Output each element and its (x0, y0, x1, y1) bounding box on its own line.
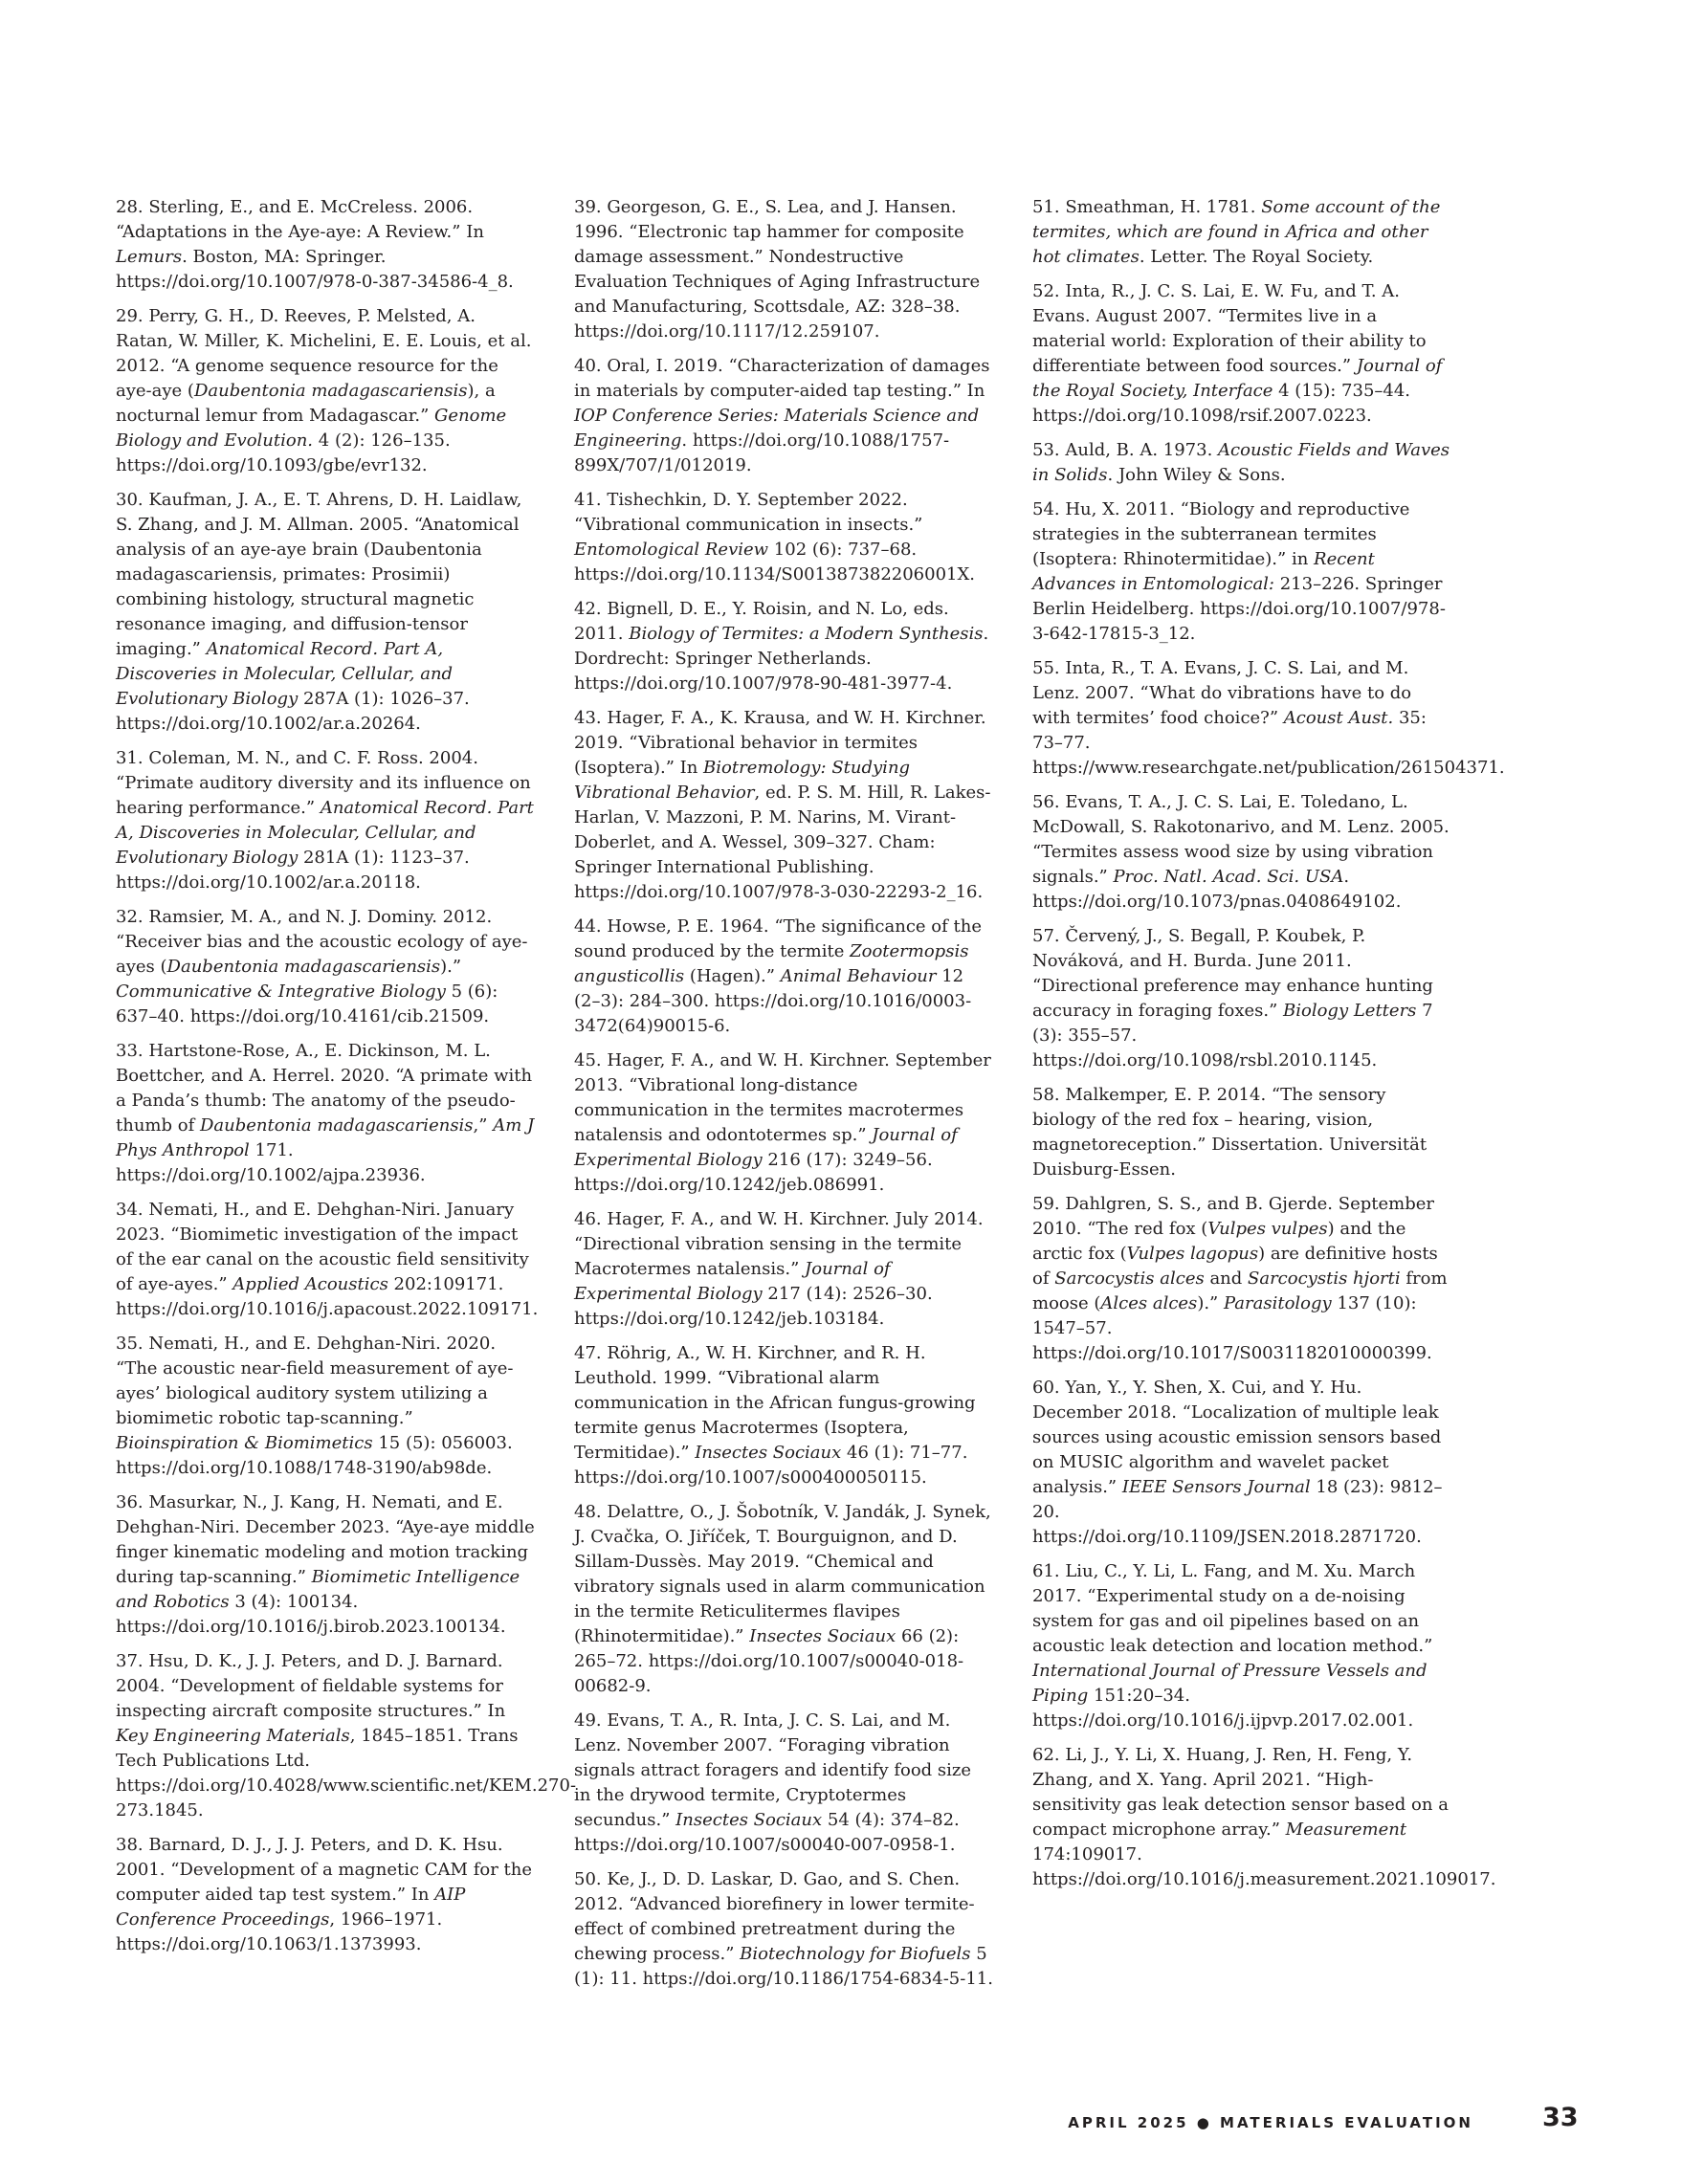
reference-text: 54. Hu, X. 2011. “Biology and reproductive strategies in the subterranean termites (Isoptera: Rhinotermitidae).” in (1032, 499, 1410, 569)
reference-text: 217 (14): 2526–30. https://doi.org/10.1242/jeb.103184. (574, 1284, 933, 1329)
reference-text: 3 (4): 100134. https://doi.org/10.1016/j.birob.2023.100134. (116, 1592, 506, 1637)
reference-entry (574, 1709, 993, 1858)
reference-italic-text: Biotremology: Studying Vibrational Behavior (574, 758, 911, 803)
reference-italic-text: Sarcocystis hjorti (1248, 1268, 1401, 1289)
footer-journal-name: APRIL 2025 ● MATERIALS EVALUATION (1068, 2114, 1473, 2131)
reference-text: 45. Hager, F. A., and W. H. Kirchner. September 2013. “Vibrational long-distance communication in the termites macrotermes natalensis and odontotermes sp.” (574, 1050, 991, 1145)
reference-entry (116, 1198, 539, 1322)
reference-text: 137 (10): 1547–57. https://doi.org/10.1017/S0031182010000399. (1032, 1293, 1432, 1363)
reference-entry (574, 706, 993, 905)
reference-text: 287A (1): 1026–37. https://doi.org/10.1002/ar.a.20264. (116, 689, 470, 734)
reference-text: from moose ( (1032, 1268, 1448, 1313)
reference-italic-text: IEEE Sensors Journal (1121, 1477, 1311, 1497)
reference-text: 56. Evans, T. A., J. C. S. Lai, E. Toledano, L. McDowall, S. Rakotonarivo, and M. Lenz. 2005. “Termites assess wood size by using vibration signals.” (1032, 792, 1450, 887)
reference-text: 7 (3): 355–57. https://doi.org/10.1098/rsbl.2010.1145. (1032, 1001, 1433, 1070)
reference-text: (Hagen).” (684, 966, 781, 986)
reference-entry (574, 1867, 993, 1992)
reference-text: 55. Inta, R., T. A. Evans, J. C. S. Lai, and M. Lenz. 2007. “What do vibrations have to do with termites’ food choice?” (1032, 658, 1412, 728)
reference-italic-text: Some account of the termites, which are found in Africa and other hot climates (1032, 197, 1441, 267)
reference-text: 171. https://doi.org/10.1002/ajpa.23936. (116, 1140, 426, 1185)
reference-italic-text: Insectes Sociaux (749, 1626, 896, 1646)
reference-text: . Dordrecht: Springer Netherlands. https://doi.org/10.1007/978-90-481-3977-4. (574, 624, 989, 694)
reference-italic-text: Lemurs (116, 247, 183, 267)
reference-text: ) are definitive hosts of (1032, 1244, 1438, 1289)
reference-text: 5 (6): 637–40. https://doi.org/10.4161/cib.21509. (116, 982, 498, 1026)
reference-text: 41. Tishechkin, D. Y. September 2022. “Vibrational communication in insects.” (574, 490, 923, 535)
reference-entry (116, 488, 535, 737)
reference-italic-text: Zootermopsis angusticollis (574, 941, 969, 986)
reference-text: 42. Bignell, D. E., Y. Roisin, and N. Lo, eds. 2011. (574, 599, 949, 644)
reference-entry (116, 1833, 535, 1957)
reference-text: 31. Coleman, M. N., and C. F. Ross. 2004. “Primate auditory diversity and its influence on hearing performance.” (116, 748, 531, 818)
reference-text: and (1204, 1268, 1249, 1289)
reference-entry (574, 1341, 993, 1490)
reference-entry (116, 1649, 577, 1823)
reference-text: 5 (1): 11. https://doi.org/10.1186/1754-6834-5-11. (574, 1944, 993, 1989)
reference-text: ).” (440, 957, 462, 977)
reference-text: 174:109017. https://doi.org/10.1016/j.measurement.2021.109017. (1032, 1844, 1496, 1889)
reference-italic-text: Journal of Experimental Biology (574, 1125, 958, 1170)
reference-italic-text: Parasitology (1223, 1293, 1332, 1313)
reference-italic-text: Applied Acoustics (232, 1274, 388, 1294)
reference-text: 28. Sterling, E., and E. McCreless. 2006. “Adaptations in the Aye-aye: A Review.” In (116, 197, 484, 242)
reference-text: 33. Hartstone-Rose, A., E. Dickinson, M. L. Boettcher, and A. Herrel. 2020. “A primate with a Panda’s thumb: The anatomy of the pseudo-thumb of (116, 1041, 533, 1136)
reference-italic-text: Biology of Termites: a Modern Synthesis (629, 624, 984, 644)
reference-entry (1032, 1376, 1451, 1550)
reference-entry (574, 195, 993, 344)
reference-entry (1032, 656, 1505, 781)
reference-italic-text: Biotechnology for Biofuels (740, 1944, 971, 1964)
references-column-1 (116, 195, 577, 1967)
reference-italic-text: Measurement (1285, 1820, 1407, 1840)
reference-text: 4 (2): 126–135. https://doi.org/10.1093/gbe/evr132. (116, 430, 451, 475)
reference-text: 4 (15): 735–44. https://doi.org/10.1098/rsif.2007.0223. (1032, 381, 1411, 426)
reference-italic-text: Acoust Aust. (1283, 708, 1394, 728)
reference-text: . https://doi.org/10.1088/1757-899X/707/1/012019. (574, 430, 950, 475)
reference-italic-text: Journal of the Royal Society, Interface (1032, 356, 1443, 401)
reference-text: 53. Auld, B. A. 1973. (1032, 440, 1219, 460)
reference-entry (1032, 195, 1451, 270)
reference-text: 30. Kaufman, J. A., E. T. Ahrens, D. H. Laidlaw, S. Zhang, and J. M. Allman. 2005. “Anatomical analysis of an aye-aye brain (Daubentonia madagascariensis, primates: Prosimii) combining histology, structural magnetic resonance imaging, and diffusion-tensor imaging.” (116, 490, 522, 659)
reference-italic-text: Proc. Natl. Acad. Sci. USA (1113, 867, 1344, 887)
reference-text: 60. Yan, Y., Y. Shen, X. Cui, and Y. Hu. December 2018. “Localization of multiple leak sources using acoustic emission sensors based on MUSIC algorithm and wavelet packet analysis.” (1032, 1378, 1442, 1497)
reference-italic-text: Bioinspiration & Biomimetics (116, 1433, 373, 1453)
reference-text: 44. Howse, P. E. 1964. “The significance of the sound produced by the termite (574, 916, 982, 961)
reference-text: 32. Ramsier, M. A., and N. J. Dominy. 2012. “Receiver bias and the acoustic ecology of aye-ayes ( (116, 907, 528, 977)
reference-entry (116, 1490, 535, 1640)
reference-text: 46. Hager, F. A., and W. H. Kirchner. July 2014. “Directional vibration sensing in the termite Macrotermes natalensis.” (574, 1209, 984, 1279)
reference-italic-text: Anatomical Record. Part A, Discoveries in Molecular, Cellular, and Evolutionary Biology (116, 639, 454, 709)
references-column-2 (574, 195, 993, 2001)
reference-italic-text: AIP Conference Proceedings (116, 1885, 466, 1930)
reference-italic-text: Recent Advances in Entomological: (1032, 549, 1375, 594)
reference-italic-text: Journal of Experimental Biology (574, 1259, 891, 1304)
reference-entry (116, 746, 535, 895)
reference-text: , 1845–1851. Trans Tech Publications Ltd. https://doi.org/10.4028/www.scientific.net/KEM.270-273.1845. (116, 1726, 577, 1820)
reference-entry (1032, 1743, 1496, 1892)
reference-text: ).” (1197, 1293, 1224, 1313)
reference-entry (574, 597, 993, 696)
reference-entry (574, 488, 993, 587)
reference-text: 43. Hager, F. A., K. Krausa, and W. H. Kirchner. 2019. “Vibrational behavior in termites (Isoptera).” In (574, 708, 986, 778)
reference-text: , 1966–1971. https://doi.org/10.1063/1.1373993. (116, 1909, 443, 1954)
reference-italic-text: Sarcocystis alces (1054, 1268, 1205, 1289)
reference-italic-text: Genome Biology and Evolution. (116, 406, 507, 451)
reference-entry (116, 195, 535, 295)
reference-italic-text: Daubentonia madagascariensis (166, 957, 441, 977)
page-number: 33 (1542, 2103, 1579, 2132)
reference-text: ), a nocturnal lemur from Madagascar.” (116, 381, 496, 426)
reference-italic-text: Daubentonia madagascariensis (193, 381, 468, 401)
reference-italic-text: Acoustic Fields and Waves in Solids (1032, 440, 1450, 485)
reference-text: 51. Smeathman, H. 1781. (1032, 197, 1262, 217)
reference-italic-text: Alces alces (1100, 1293, 1198, 1313)
reference-italic-text: Animal Behaviour (780, 966, 937, 986)
reference-italic-text: Communicative & Integrative Biology (116, 982, 446, 1002)
reference-text: . Letter. The Royal Society. (1139, 247, 1374, 267)
reference-text: 281A (1): 1123–37. https://doi.org/10.1002/ar.a.20118. (116, 848, 470, 893)
reference-entry (116, 304, 535, 478)
reference-text: 29. Perry, G. H., D. Reeves, P. Melsted, A. Ratan, W. Miller, K. Michelini, E. E. Louis, et al. 2012. “A genome sequence resource for the aye-aye ( (116, 306, 532, 401)
reference-text: 35. Nemati, H., and E. Dehghan-Niri. 2020. “The acoustic near-field measurement of aye-ayes’ biological auditory system utilizing a biomimetic robotic tap-scanning.” (116, 1334, 514, 1428)
reference-entry (116, 1039, 535, 1188)
reference-text: 66 (2): 265–72. https://doi.org/10.1007/s00040-018-00682-9. (574, 1626, 964, 1696)
reference-entry (1032, 497, 1451, 647)
reference-text: 59. Dahlgren, S. S., and B. Gjerde. September 2010. “The red fox ( (1032, 1194, 1434, 1239)
reference-text: 47. Röhrig, A., W. H. Kirchner, and R. H. Leuthold. 1999. “Vibrational alarm communication in the African fungus-growing termite genus Macrotermes (Isoptera, Termitidae).” (574, 1343, 976, 1463)
reference-text: 58. Malkemper, E. P. 2014. “The sensory biology of the red fox – hearing, vision, magnetoreception.” Dissertation. Universität Duisburg-Essen. (1032, 1085, 1427, 1180)
reference-italic-text: Biology Letters (1283, 1001, 1417, 1021)
reference-text: 48. Delattre, O., J. Šobotník, V. Jandák, J. Synek, J. Cvačka, O. Jiříček, T. Bourguignon, and D. Sillam-Dussès. May 2019. “Chemical and vibratory signals used in alarm communication in the termite Reticulitermes flavipes (Rhinotermitidae).” (574, 1502, 991, 1646)
reference-text: 12 (2–3): 284–300. https://doi.org/10.1016/0003-3472(64)90015-6. (574, 966, 972, 1036)
reference-entry (574, 1048, 993, 1198)
reference-entry (1032, 1192, 1451, 1366)
reference-entry (116, 905, 535, 1029)
reference-italic-text: Vulpes vulpes (1207, 1219, 1328, 1239)
reference-entry (1032, 790, 1451, 915)
reference-text: 57. Červený, J., S. Begall, P. Koubek, P. Nováková, and H. Burda. June 2011. “Directional preference may enhance hunting accuracy in foraging foxes.” (1032, 926, 1433, 1021)
reference-entry (574, 1207, 993, 1332)
reference-italic-text: Insectes Sociaux (675, 1810, 823, 1830)
reference-text: 34. Nemati, H., and E. Dehghan-Niri. January 2023. “Biomimetic investigation of the impact of the ear canal on the acoustic field sensitivity of aye-ayes.” (116, 1200, 529, 1294)
reference-text: 202:109171. https://doi.org/10.1016/j.apacoust.2022.109171. (116, 1274, 539, 1319)
reference-entry (1032, 1559, 1451, 1733)
reference-entry (1032, 924, 1451, 1073)
reference-text: . John Wiley & Sons. (1107, 465, 1286, 485)
reference-italic-text: Vulpes lagopus (1126, 1244, 1259, 1264)
reference-italic-text: Insectes Sociaux (695, 1443, 842, 1463)
reference-text: 37. Hsu, D. K., J. J. Peters, and D. J. Barnard. 2004. “Development of fieldable systems for inspecting aircraft composite structures.” In (116, 1651, 506, 1721)
reference-entry (1032, 1083, 1451, 1182)
reference-italic-text: IOP Conference Series: Materials Science and Engineering (574, 406, 980, 451)
reference-text: 54 (4): 374–82. https://doi.org/10.1007/s00040-007-0958-1. (574, 1810, 960, 1855)
reference-text: . Boston, MA: Springer. https://doi.org/10.1007/978-0-387-34586-4_8. (116, 247, 514, 292)
reference-entry (116, 1332, 535, 1481)
reference-entry (574, 915, 993, 1039)
reference-text: , ed. P. S. M. Hill, R. Lakes-Harlan, V. Mazzoni, P. M. Narins, M. Virant-Doberlet, and A. Wessel, 309–327. Cham: Springer International Publishing. https://doi.org/10.1007/978-3-030-22293-2_16. (574, 783, 991, 902)
reference-text: 216 (17): 3249–56. https://doi.org/10.1242/jeb.086991. (574, 1150, 933, 1195)
reference-text: 50. Ke, J., D. D. Laskar, D. Gao, and S. Chen. 2012. “Advanced biorefinery in lower termite-effect of combined pretreatment during the chewing process.” (574, 1869, 975, 1964)
reference-text: 102 (6): 737–68. https://doi.org/10.1134/S001387382206001X. (574, 540, 976, 585)
references-column-3 (1032, 195, 1505, 1902)
reference-text: 38. Barnard, D. J., J. J. Peters, and D. K. Hsu. 2001. “Development of a magnetic CAM for the computer aided tap test system.” In (116, 1835, 533, 1905)
reference-text: 61. Liu, C., Y. Li, L. Fang, and M. Xu. March 2017. “Experimental study on a de-noising system for gas and oil pipelines based on an acoustic leak detection and location method.” (1032, 1561, 1433, 1656)
reference-text: 18 (23): 9812–20. https://doi.org/10.1109/JSEN.2018.2871720. (1032, 1477, 1443, 1547)
reference-italic-text: Biomimetic Intelligence and Robotics (116, 1567, 520, 1612)
reference-text: 15 (5): 056003. https://doi.org/10.1088/1748-3190/ab98de. (116, 1433, 513, 1478)
reference-italic-text: Am J Phys Anthropol (116, 1115, 535, 1160)
reference-italic-text: Entomological Review (574, 540, 769, 560)
reference-text: 40. Oral, I. 2019. “Characterization of damages in materials by computer-aided tap testing.” In (574, 356, 990, 401)
reference-text: 36. Masurkar, N., J. Kang, H. Nemati, and E. Dehghan-Niri. December 2023. “Aye-aye middle finger kinematic modeling and motion tracking during tap-scanning.” (116, 1492, 535, 1587)
reference-text: 46 (1): 71–77. https://doi.org/10.1007/s000400050115. (574, 1443, 968, 1488)
reference-text: 35: 73–77. https://www.researchgate.net/publication/261504371. (1032, 708, 1505, 778)
reference-text: 39. Georgeson, G. E., S. Lea, and J. Hansen. 1996. “Electronic tap hammer for composite damage assessment.” Nondestructive Evaluation Techniques of Aging Infrastructure and Manufacturing, Scottsdale, AZ: 328–38. https://doi.org/10.1117/12.259107. (574, 197, 981, 342)
reference-italic-text: International Journal of Pressure Vessels and Piping (1032, 1661, 1427, 1706)
reference-text: 62. Li, J., Y. Li, X. Huang, J. Ren, H. Feng, Y. Zhang, and X. Yang. April 2021. “High-sensitivity gas leak detection sensor based on a compact microphone array.” (1032, 1745, 1449, 1840)
reference-text: . https://doi.org/10.1073/pnas.0408649102. (1032, 867, 1402, 912)
reference-entry (574, 1500, 993, 1699)
reference-text: 213–226. Springer Berlin Heidelberg. https://doi.org/10.1007/978-3-642-17815-3_12. (1032, 574, 1446, 644)
reference-text: ) and the arctic fox ( (1032, 1219, 1406, 1264)
reference-entry (1032, 279, 1451, 429)
reference-italic-text: Daubentonia madagascariensis (199, 1115, 474, 1136)
reference-italic-text: Anatomical Record. Part A, Discoveries in Molecular, Cellular, and Evolutionary Biology (116, 798, 534, 868)
reference-entry (574, 354, 993, 478)
reference-text: 49. Evans, T. A., R. Inta, J. C. S. Lai, and M. Lenz. November 2007. “Foraging vibration signals attract foragers and identify food size in the drywood termite, Cryptotermes secundus.” (574, 1710, 972, 1830)
reference-italic-text: Key Engineering Materials (116, 1726, 350, 1746)
reference-text: 151:20–34. https://doi.org/10.1016/j.ijpvp.2017.02.001. (1032, 1686, 1414, 1731)
reference-text: 52. Inta, R., J. C. S. Lai, E. W. Fu, and T. A. Evans. August 2007. “Termites live in a material world: Exploration of their ability to differentiate between food sources.” (1032, 281, 1427, 376)
reference-entry (1032, 438, 1451, 488)
reference-text: ,” (473, 1115, 494, 1136)
